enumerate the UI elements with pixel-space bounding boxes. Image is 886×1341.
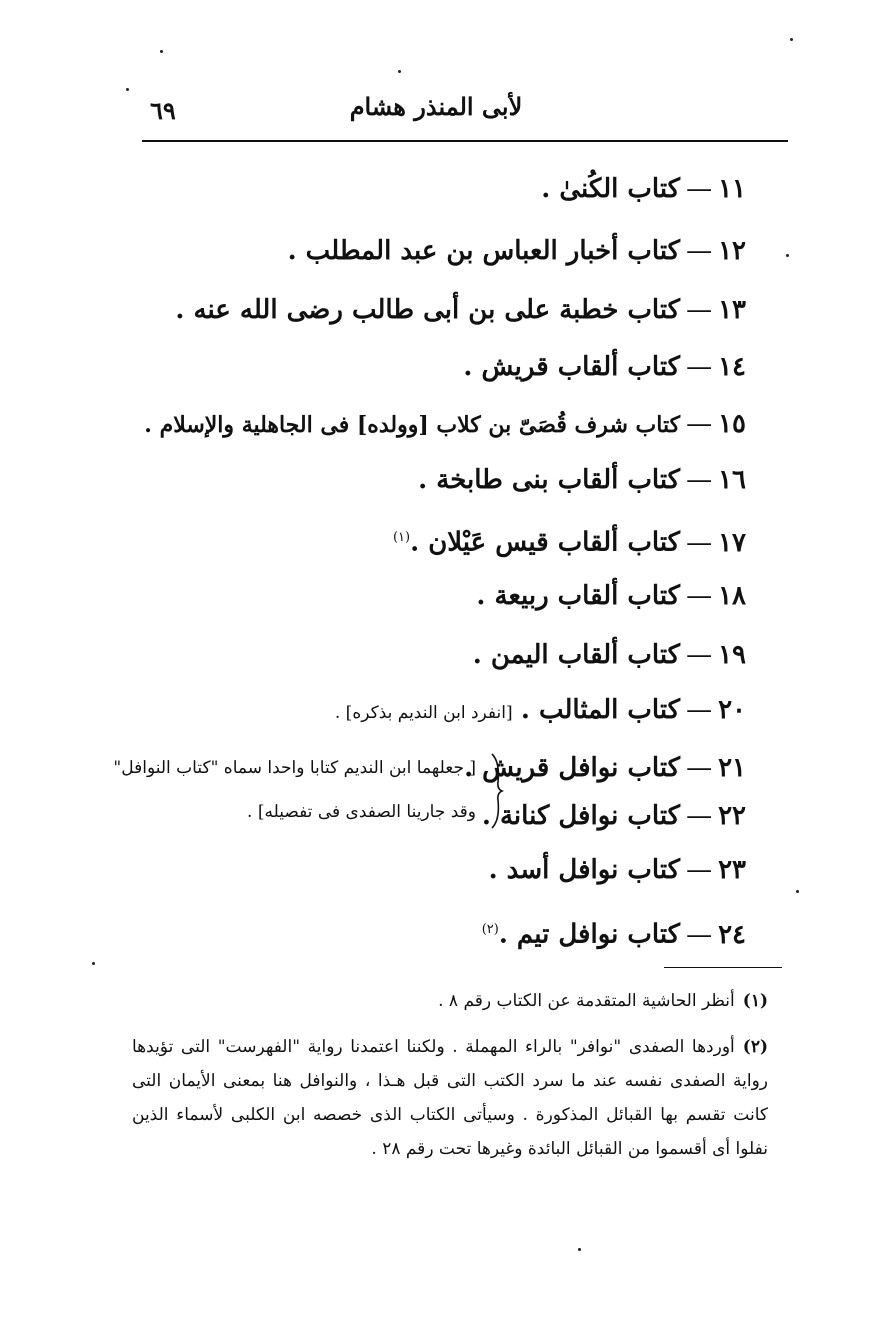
entry-number: ٢٣ bbox=[718, 855, 746, 885]
entry-title: كتاب خطبة على بن أبى طالب رضى الله عنه . bbox=[175, 295, 681, 325]
entry-note: [انفرد ابن النديم بذكره] . bbox=[334, 703, 513, 723]
footnote-text: أنظر الحاشية المتقدمة عن الكتاب رقم ٨ . bbox=[438, 991, 735, 1011]
list-item bbox=[418, 462, 746, 498]
entry-title: كتاب المثالب . bbox=[520, 695, 681, 725]
entry-dash: — bbox=[686, 855, 713, 885]
list-item bbox=[175, 292, 746, 328]
entry-title: كتاب أخبار العباس بن عبد المطلب . bbox=[287, 236, 681, 266]
footnote-2 bbox=[132, 1030, 768, 1166]
scan-speck bbox=[796, 890, 799, 893]
list-item bbox=[482, 912, 746, 953]
entry-title: كتاب ألقاب ربيعة . bbox=[476, 581, 681, 611]
entry-dash: — bbox=[686, 236, 713, 266]
entry-number: ١٥ bbox=[718, 409, 746, 439]
entry-dash: — bbox=[686, 801, 713, 831]
entry-dash: — bbox=[686, 640, 713, 670]
entry-dash: — bbox=[686, 753, 713, 783]
list-item bbox=[144, 406, 746, 443]
entry-title: كتاب نوافل أسد . bbox=[488, 855, 681, 885]
entry-dash: — bbox=[686, 465, 713, 495]
footnote-1 bbox=[132, 984, 768, 1018]
list-item bbox=[335, 692, 746, 731]
list-item bbox=[463, 349, 746, 385]
entry-title: كتاب ألقاب اليمن . bbox=[472, 640, 681, 670]
scan-speck bbox=[398, 70, 401, 73]
list-item bbox=[482, 798, 746, 834]
brace-icon bbox=[490, 752, 504, 830]
page-number: ٦٩ bbox=[150, 96, 176, 125]
footnote-rule bbox=[664, 967, 782, 968]
scan-speck bbox=[790, 38, 793, 41]
footnote-number: (٢) bbox=[742, 1037, 768, 1057]
footnote-text: أوردها الصفدى "نوافر" بالراء المهملة . ولكننا اعتمدنا رواية "الفهرست" التى تؤيدها رواية الصفدى نفسه عند ما سرد الكتب التى قبل هـذا ، والنوافل هنا بمعنى الأيمان التى كانت تقسم بها القبائل المذكورة . وسيأتى الكتاب الذى خصصه ابن الكلبى لأسماء الذين نفلوا أى أقسموا من القبائل البائدة وغيرها تحت رقم ٢٨ . bbox=[132, 1037, 768, 1159]
entry-number: ١٨ bbox=[718, 581, 746, 611]
entry-number: ٢٢ bbox=[718, 801, 746, 831]
entry-number: ١٧ bbox=[718, 527, 746, 558]
entry-dash: — bbox=[686, 527, 713, 558]
entry-number: ١٤ bbox=[718, 352, 746, 382]
entry-dash: — bbox=[686, 352, 713, 382]
bracket-note-line-1: [ جعلهما ابن النديم كتابا واحدا سماه "كتاب النوافل" bbox=[113, 758, 476, 778]
entry-title: كتاب نوافل تيم . bbox=[498, 919, 681, 950]
footnote-marker: (٢) bbox=[481, 922, 499, 937]
list-item bbox=[288, 233, 746, 269]
entry-title: كتاب شرف قُصَىّ بن كلاب [وولده] فى الجاهلية والإسلام . bbox=[144, 412, 681, 438]
entry-dash: — bbox=[686, 581, 713, 611]
entry-dash: — bbox=[686, 174, 713, 204]
entry-title: كتاب ألقاب بنى طابخة . bbox=[418, 465, 681, 495]
entry-number: ٢١ bbox=[718, 753, 746, 783]
list-item bbox=[473, 637, 746, 673]
footnote-number: (١) bbox=[742, 991, 768, 1011]
entry-dash: — bbox=[686, 695, 713, 725]
footnote-marker: (١) bbox=[392, 530, 411, 545]
list-item bbox=[393, 520, 746, 561]
scan-speck bbox=[786, 254, 789, 257]
entry-dash: — bbox=[686, 409, 713, 439]
scan-speck bbox=[92, 962, 95, 965]
running-header-title: لأبى المنذر هشام bbox=[349, 92, 523, 121]
bracket-note-line-2: وقد جارينا الصفدى فى تفصيله] . bbox=[247, 802, 476, 822]
list-item bbox=[541, 171, 746, 207]
list-item bbox=[489, 852, 746, 888]
entry-dash: — bbox=[686, 295, 713, 325]
list-item bbox=[476, 578, 746, 614]
entry-number: ١٦ bbox=[718, 465, 746, 495]
entry-title: كتاب نوافل كنانة . bbox=[481, 801, 681, 831]
header-rule bbox=[142, 140, 788, 142]
scan-speck bbox=[160, 50, 163, 53]
entry-number: ١١ bbox=[718, 174, 746, 204]
entry-number: ١٩ bbox=[718, 640, 746, 670]
entry-title: كتاب ألقاب قيس عَيْلان . bbox=[410, 527, 681, 558]
entry-number: ١٣ bbox=[718, 295, 746, 325]
scan-speck bbox=[126, 88, 129, 91]
entry-number: ٢٠ bbox=[718, 695, 746, 725]
entry-title: كتاب نوافل قريش . bbox=[464, 753, 681, 783]
entry-number: ١٢ bbox=[718, 236, 746, 266]
list-item bbox=[464, 750, 746, 786]
entry-title: كتاب ألقاب قريش . bbox=[463, 352, 681, 382]
scan-speck bbox=[578, 1248, 581, 1251]
entry-dash: — bbox=[686, 919, 713, 950]
entry-title: كتاب الكُنىٰ . bbox=[541, 174, 681, 204]
entry-number: ٢٤ bbox=[718, 919, 746, 950]
